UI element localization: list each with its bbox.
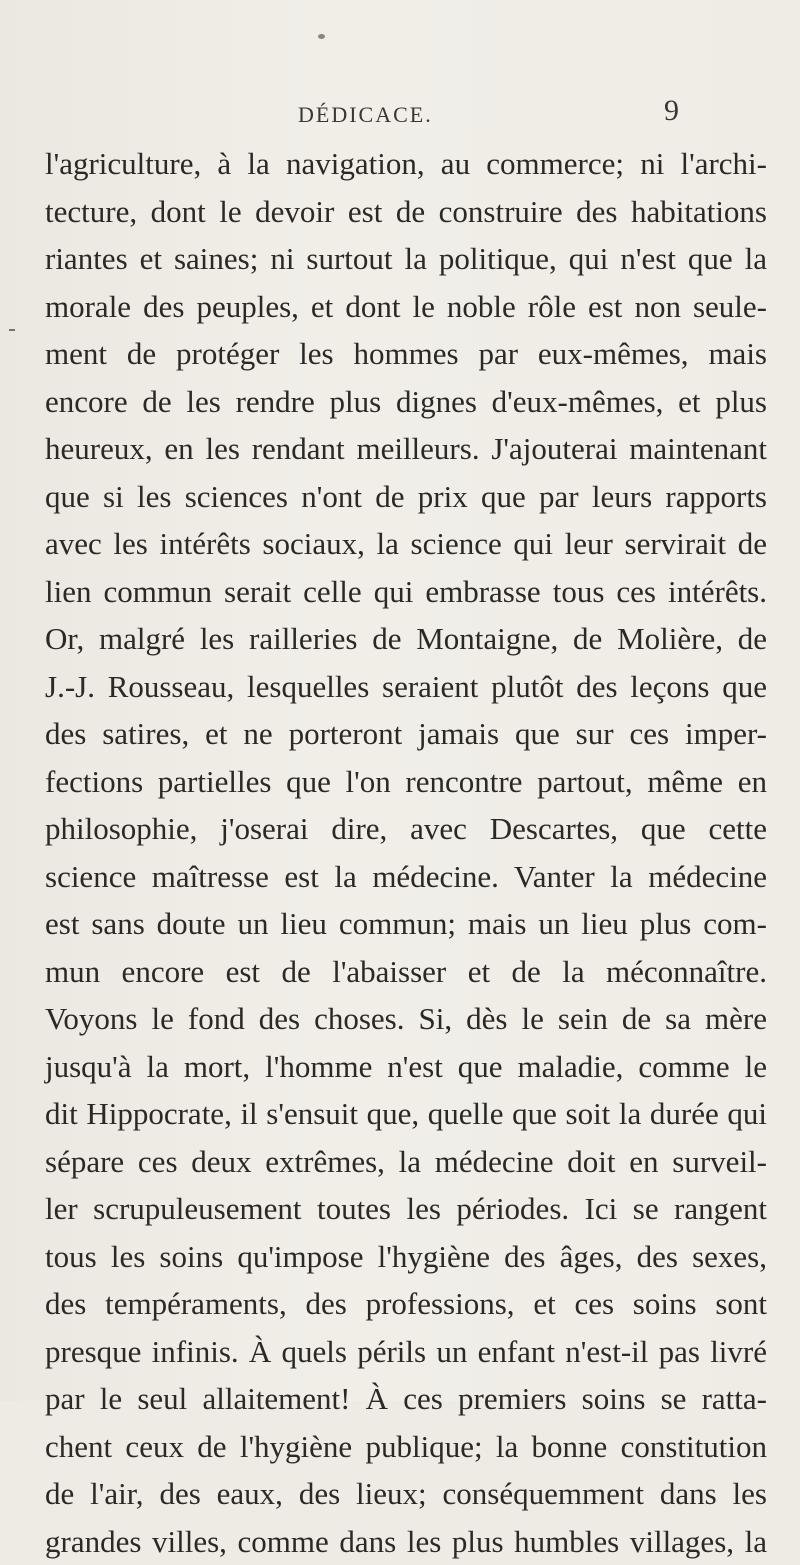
margin-mark <box>9 329 15 331</box>
text-line: J.-J. Rousseau, lesquelles seraient plutôt des leçons que <box>45 663 767 711</box>
text-line: que si les sciences n'ont de prix que par leurs rapports <box>45 473 767 521</box>
text-line: jusqu'à la mort, l'homme n'est que maladie, comme le <box>45 1043 767 1091</box>
text-line: ler scrupuleusement toutes les périodes. Ici se rangent <box>45 1185 767 1233</box>
text-line: avec les intérêts sociaux, la science qui leur servirait de <box>45 520 767 568</box>
text-line: sépare ces deux extrêmes, la médecine doit en surveil- <box>45 1138 767 1186</box>
text-line: ment de protéger les hommes par eux-mêmes, mais <box>45 330 767 378</box>
text-line: encore de les rendre plus dignes d'eux-mêmes, et plus <box>45 378 767 426</box>
text-line: Or, malgré les railleries de Montaigne, de Molière, de <box>45 615 767 663</box>
text-line: lien commun serait celle qui embrasse tous ces intérêts. <box>45 568 767 616</box>
text-line: presque infinis. À quels périls un enfant n'est-il pas livré <box>45 1328 767 1376</box>
text-line: l'agriculture, à la navigation, au commerce; ni l'archi- <box>45 140 767 188</box>
text-line: philosophie, j'oserai dire, avec Descartes, que cette <box>45 805 767 853</box>
text-line: fections partielles que l'on rencontre partout, même en <box>45 758 767 806</box>
text-line: dit Hippocrate, il s'ensuit que, quelle que soit la durée qui <box>45 1090 767 1138</box>
text-line: tous les soins qu'impose l'hygiène des âges, des sexes, <box>45 1233 767 1281</box>
text-line: Voyons le fond des choses. Si, dès le sein de sa mère <box>45 995 767 1043</box>
text-line: des satires, et ne porteront jamais que sur ces imper- <box>45 710 767 758</box>
text-line: par le seul allaitement! À ces premiers soins se ratta- <box>45 1375 767 1423</box>
running-head <box>0 94 800 134</box>
text-line: des tempéraments, des professions, et ces soins sont <box>45 1280 767 1328</box>
running-title: DÉDICACE. <box>298 102 433 128</box>
text-line: morale des peuples, et dont le noble rôle est non seule- <box>45 283 767 331</box>
text-line: heureux, en les rendant meilleurs. J'ajouterai maintenant <box>45 425 767 473</box>
text-line: science maîtresse est la médecine. Vanter la médecine <box>45 853 767 901</box>
text-line: de l'air, des eaux, des lieux; conséquemment dans les <box>45 1470 767 1518</box>
body-text <box>45 140 767 1565</box>
text-line: mun encore est de l'abaisser et de la méconnaître. <box>45 948 767 996</box>
text-line: est sans doute un lieu commun; mais un lieu plus com- <box>45 900 767 948</box>
ink-speck <box>318 34 325 39</box>
text-line: chent ceux de l'hygiène publique; la bonne constitution <box>45 1423 767 1471</box>
page-number: 9 <box>664 94 679 128</box>
text-line: grandes villes, comme dans les plus humbles villages, la <box>45 1518 767 1565</box>
text-line: tecture, dont le devoir est de construire des habitations <box>45 188 767 236</box>
text-line: riantes et saines; ni surtout la politique, qui n'est que la <box>45 235 767 283</box>
